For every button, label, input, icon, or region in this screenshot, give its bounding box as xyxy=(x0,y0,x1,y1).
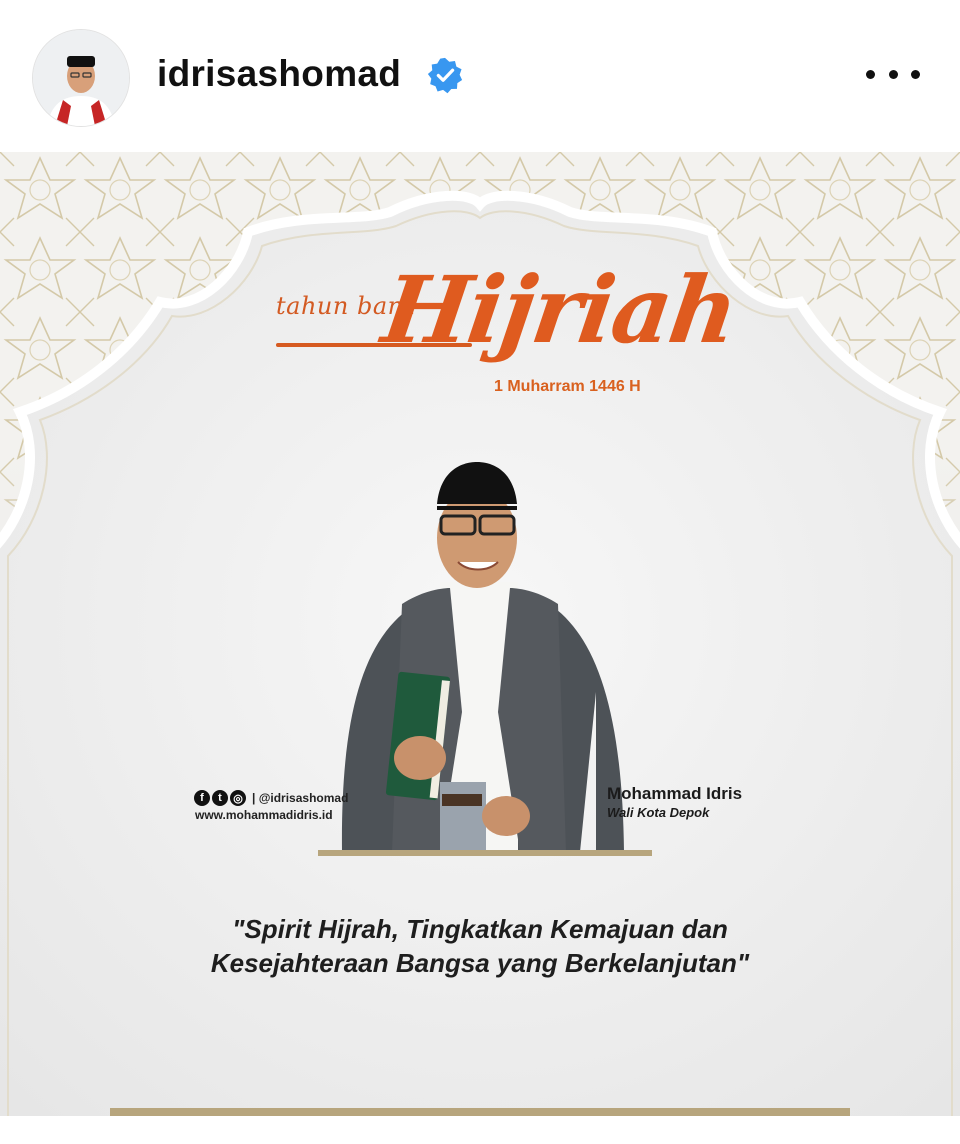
profile-avatar[interactable] xyxy=(32,29,130,127)
twitter-icon: t xyxy=(212,790,228,806)
facebook-icon: f xyxy=(194,790,210,806)
hijri-date: 1 Muharram 1446 H xyxy=(494,378,641,395)
title-small: tahun baru xyxy=(276,292,416,320)
more-dot xyxy=(866,70,875,79)
title-big: Hijriah xyxy=(376,256,743,364)
quote xyxy=(140,912,820,980)
website: www.mohammadidris.id xyxy=(195,808,333,822)
instagram-icon: ◎ xyxy=(230,790,246,806)
quote-line-2: Kesejahteraan Bangsa yang Berkelanjutan" xyxy=(210,948,750,978)
quote-line-1: "Spirit Hijrah, Tingkatkan Kemajuan dan xyxy=(232,914,728,944)
verified-badge-icon xyxy=(426,56,464,94)
more-dot xyxy=(911,70,920,79)
post-image[interactable] xyxy=(0,152,960,1144)
post-header xyxy=(0,0,960,152)
social-row xyxy=(194,790,348,806)
more-dot xyxy=(889,70,898,79)
more-options-button[interactable] xyxy=(866,60,920,88)
username[interactable]: idrisashomad xyxy=(157,53,402,94)
person-name: Mohammad Idris xyxy=(607,784,743,803)
person-role: Wali Kota Depok xyxy=(607,805,710,820)
social-handle: | @idrisashomad xyxy=(252,791,349,805)
